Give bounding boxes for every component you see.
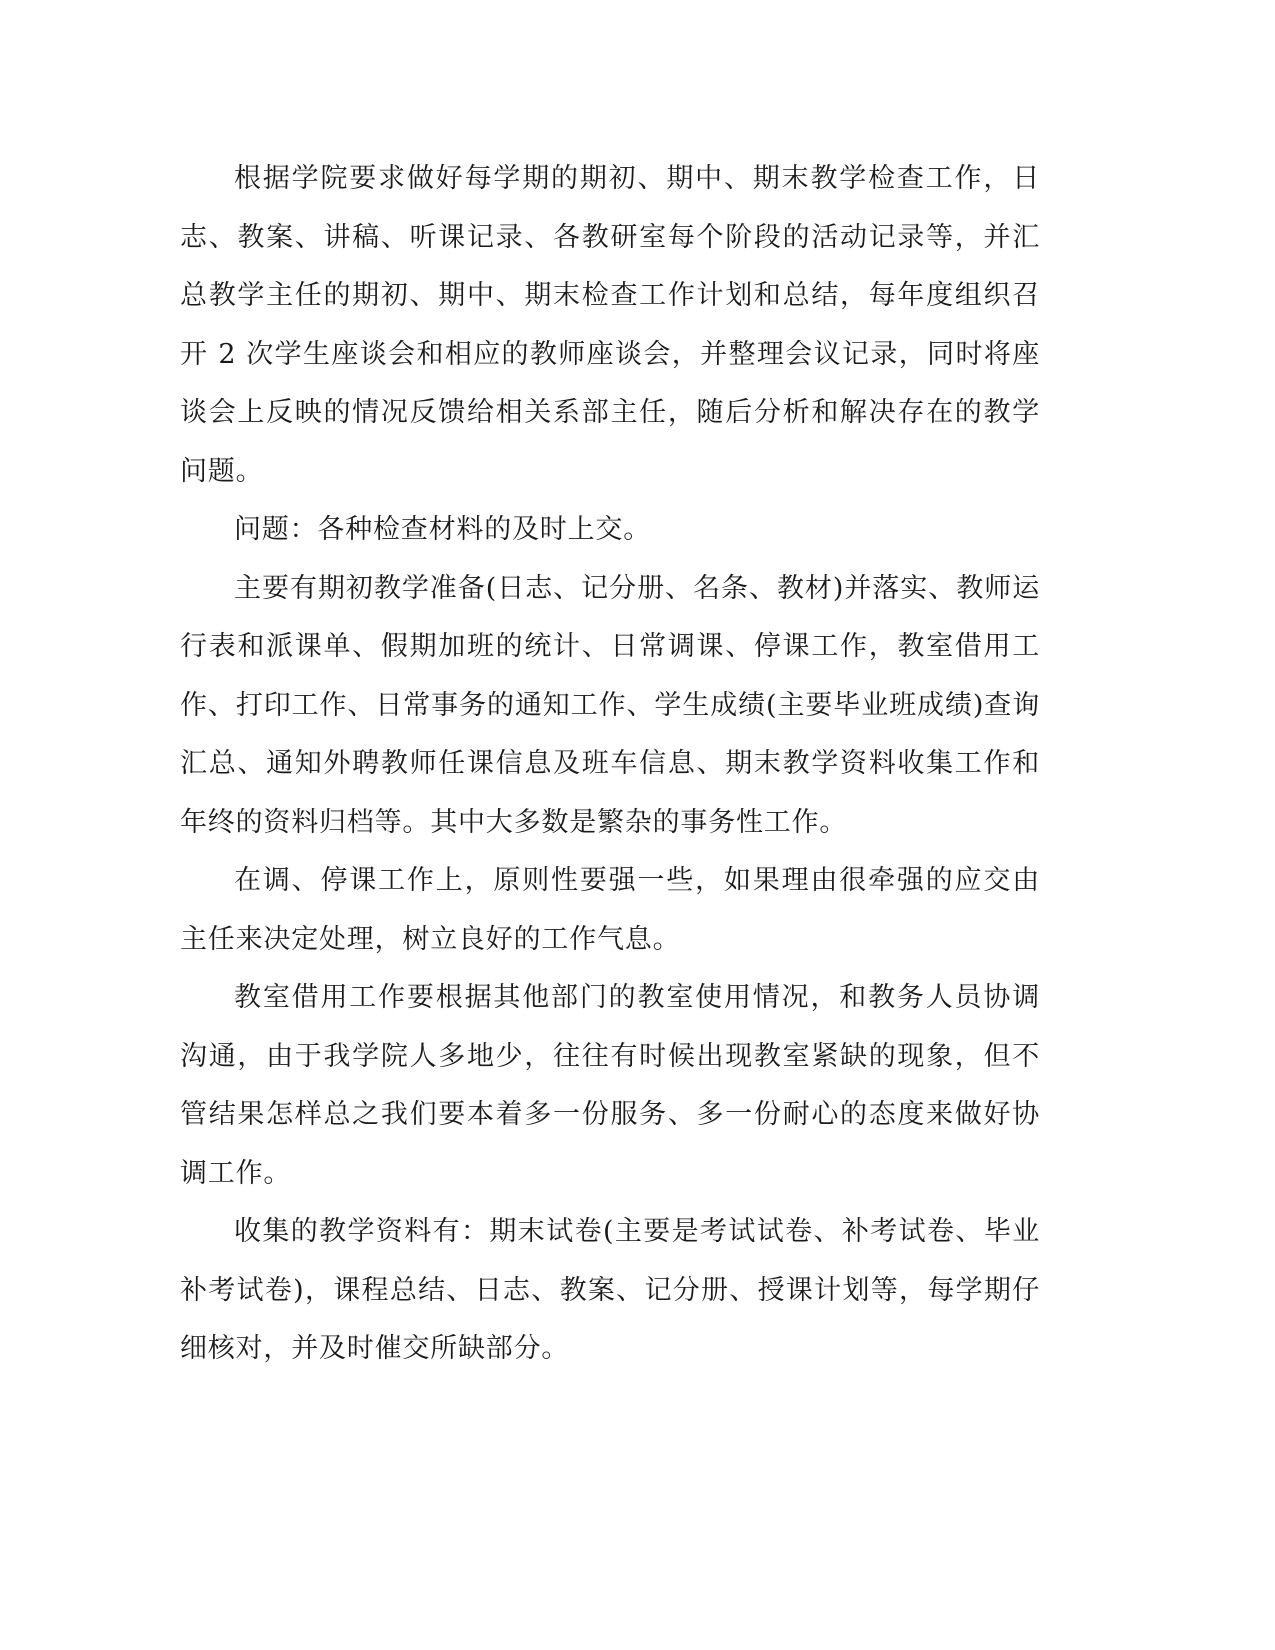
paragraph-inspection-work: 根据学院要求做好每学期的期初、期中、期末教学检查工作，日志、教案、讲稿、听课记录、各教研室每个阶段的活动记录等，并汇总教学主任的期初、期中、期末检查工作计划和总结，每年度组织召开 2 次学生座谈会和相应的教师座谈会，并整理会议记录，同时将座谈会上反映的情况反馈给相关系部主任，随后分析和解决存在的教学问题。 [180,163,1040,487]
paragraph-classroom-borrowing: 教室借用工作要根据其他部门的教室使用情况，和教务人员协调沟通，由于我学院人多地少，往往有时候出现教室紧缺的现象，但不管结果怎样总之我们要本着多一份服务、多一份耐心的态度来做好协调工作。 [180,982,1040,1189]
paragraph-main-tasks: 主要有期初教学准备(日志、记分册、名条、教材)并落实、教师运行表和派课单、假期加班的统计、日常调课、停课工作，教室借用工作、打印工作、日常事务的通知工作、学生成绩(主要毕业班成绩)查询汇总、通知外聘教师任课信息及班车信息、期末教学资料收集工作和年终的资料归档等。其中大多数是繁杂的事务性工作。 [180,572,1040,838]
paragraph-problem: 问题：各种检查材料的及时上交。 [234,514,651,545]
paragraph-schedule-changes: 在调、停课工作上，原则性要强一些，如果理由很牵强的应交由主任来决定处理，树立良好的工作气息。 [180,865,1040,955]
document-page [180,150,1040,1379]
paragraph-materials-collection: 收集的教学资料有：期末试卷(主要是考试试卷、补考试卷、毕业补考试卷)，课程总结、日志、教案、记分册、授课计划等，每学期仔细核对，并及时催交所缺部分。 [180,1216,1040,1364]
